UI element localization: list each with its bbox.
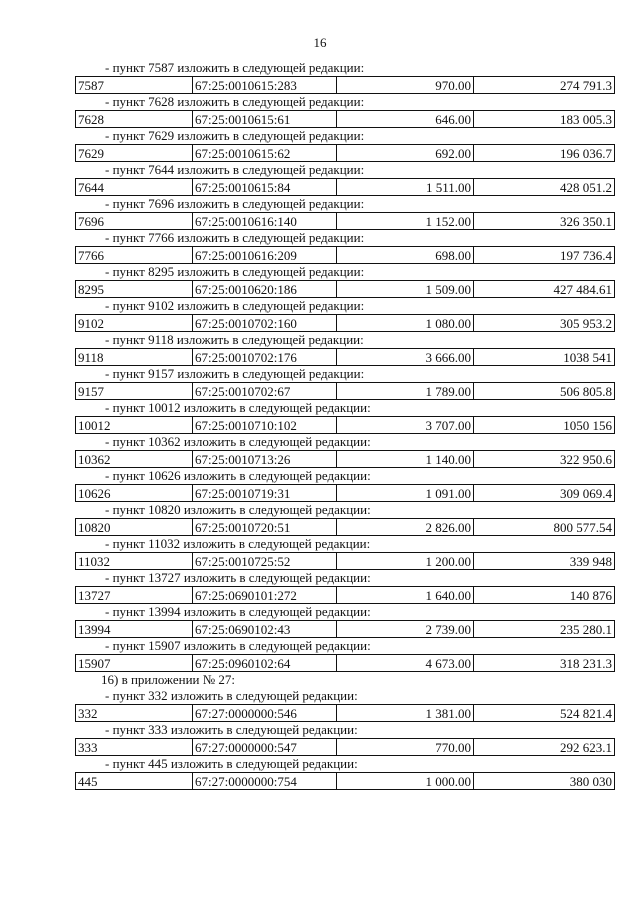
amendment-heading: - пункт 7587 изложить в следующей редакции: [105, 60, 365, 75]
item-number-cell: 7644 [75, 179, 192, 195]
amendment-heading: - пункт 10626 изложить в следующей редакции: [105, 468, 371, 483]
cadastral-number-cell: 67:25:0010616:209 [192, 247, 336, 263]
cadastral-value-cell: 140 876 [473, 587, 615, 603]
cadastral-number-cell: 67:25:0690102:43 [192, 621, 336, 637]
cadastral-number-cell: 67:25:0010702:160 [192, 315, 336, 331]
cadastral-number-cell: 67:25:0010615:62 [192, 145, 336, 161]
cadastral-number-cell: 67:25:0960102:64 [192, 655, 336, 671]
table-row [75, 178, 615, 196]
amendment-heading: - пункт 15907 изложить в следующей редакции: [105, 638, 371, 653]
cadastral-value-cell: 274 791.3 [473, 77, 615, 93]
area-cell: 646.00 [336, 111, 473, 127]
area-cell: 1 140.00 [336, 451, 473, 467]
area-cell: 698.00 [336, 247, 473, 263]
table-row [75, 450, 615, 468]
cadastral-value-cell: 800 577.54 [473, 519, 615, 535]
table-row [75, 704, 615, 722]
item-number-cell: 10820 [75, 519, 192, 535]
item-number-cell: 13994 [75, 621, 192, 637]
appendix-heading: 16) в приложении № 27: [101, 672, 236, 687]
cadastral-number-cell: 67:25:0010616:140 [192, 213, 336, 229]
item-number-cell: 8295 [75, 281, 192, 297]
cadastral-number-cell: 67:25:0010713:26 [192, 451, 336, 467]
table-row [75, 772, 615, 790]
table-row [75, 586, 615, 604]
table-row [75, 348, 615, 366]
area-cell: 2 826.00 [336, 519, 473, 535]
cadastral-value-cell: 292 623.1 [473, 739, 615, 755]
table-row [75, 518, 615, 536]
area-cell: 1 511.00 [336, 179, 473, 195]
area-cell: 1 200.00 [336, 553, 473, 569]
cadastral-value-cell: 196 036.7 [473, 145, 615, 161]
cadastral-number-cell: 67:25:0010719:31 [192, 485, 336, 501]
area-cell: 1 640.00 [336, 587, 473, 603]
item-number-cell: 445 [75, 773, 192, 789]
amendment-heading: - пункт 445 изложить в следующей редакции: [105, 756, 358, 771]
area-cell: 1 152.00 [336, 213, 473, 229]
amendment-heading: - пункт 7696 изложить в следующей редакции: [105, 196, 365, 211]
table-row [75, 416, 615, 434]
item-number-cell: 9157 [75, 383, 192, 399]
item-number-cell: 7628 [75, 111, 192, 127]
table-row [75, 552, 615, 570]
cadastral-value-cell: 428 051.2 [473, 179, 615, 195]
table-row [75, 110, 615, 128]
cadastral-value-cell: 305 953.2 [473, 315, 615, 331]
table-row [75, 280, 615, 298]
area-cell: 2 739.00 [336, 621, 473, 637]
item-number-cell: 7696 [75, 213, 192, 229]
amendment-heading: - пункт 13727 изложить в следующей редакции: [105, 570, 371, 585]
cadastral-number-cell: 67:25:0010702:176 [192, 349, 336, 365]
cadastral-value-cell: 380 030 [473, 773, 615, 789]
item-number-cell: 15907 [75, 655, 192, 671]
area-cell: 970.00 [336, 77, 473, 93]
table-row [75, 484, 615, 502]
table-row [75, 76, 615, 94]
item-number-cell: 10362 [75, 451, 192, 467]
area-cell: 1 509.00 [336, 281, 473, 297]
cadastral-number-cell: 67:25:0010702:67 [192, 383, 336, 399]
item-number-cell: 10626 [75, 485, 192, 501]
item-number-cell: 333 [75, 739, 192, 755]
cadastral-value-cell: 427 484.61 [473, 281, 615, 297]
item-number-cell: 7629 [75, 145, 192, 161]
cadastral-number-cell: 67:25:0010615:283 [192, 77, 336, 93]
cadastral-number-cell: 67:27:0000000:754 [192, 773, 336, 789]
cadastral-value-cell: 524 821.4 [473, 705, 615, 721]
item-number-cell: 11032 [75, 553, 192, 569]
cadastral-number-cell: 67:25:0010620:186 [192, 281, 336, 297]
cadastral-value-cell: 1038 541 [473, 349, 615, 365]
amendment-heading: - пункт 332 изложить в следующей редакции: [105, 688, 358, 703]
cadastral-value-cell: 1050 156 [473, 417, 615, 433]
item-number-cell: 13727 [75, 587, 192, 603]
cadastral-number-cell: 67:25:0010720:51 [192, 519, 336, 535]
item-number-cell: 9102 [75, 315, 192, 331]
cadastral-value-cell: 339 948 [473, 553, 615, 569]
cadastral-value-cell: 235 280.1 [473, 621, 615, 637]
item-number-cell: 7587 [75, 77, 192, 93]
cadastral-value-cell: 183 005.3 [473, 111, 615, 127]
table-row [75, 144, 615, 162]
area-cell: 1 091.00 [336, 485, 473, 501]
amendment-heading: - пункт 7628 изложить в следующей редакции: [105, 94, 365, 109]
area-cell: 1 789.00 [336, 383, 473, 399]
amendment-heading: - пункт 11032 изложить в следующей редакции: [105, 536, 371, 551]
cadastral-value-cell: 318 231.3 [473, 655, 615, 671]
table-row [75, 382, 615, 400]
cadastral-number-cell: 67:27:0000000:546 [192, 705, 336, 721]
amendment-heading: - пункт 9102 изложить в следующей редакции: [105, 298, 365, 313]
area-cell: 1 381.00 [336, 705, 473, 721]
area-cell: 692.00 [336, 145, 473, 161]
area-cell: 1 080.00 [336, 315, 473, 331]
cadastral-value-cell: 326 350.1 [473, 213, 615, 229]
amendment-heading: - пункт 9118 изложить в следующей редакции: [105, 332, 364, 347]
cadastral-value-cell: 197 736.4 [473, 247, 615, 263]
item-number-cell: 332 [75, 705, 192, 721]
amendment-heading: - пункт 333 изложить в следующей редакции: [105, 722, 358, 737]
amendment-heading: - пункт 7644 изложить в следующей редакции: [105, 162, 365, 177]
cadastral-value-cell: 506 805.8 [473, 383, 615, 399]
cadastral-value-cell: 309 069.4 [473, 485, 615, 501]
amendment-heading: - пункт 13994 изложить в следующей редакции: [105, 604, 371, 619]
cadastral-number-cell: 67:25:0010725:52 [192, 553, 336, 569]
amendment-heading: - пункт 9157 изложить в следующей редакции: [105, 366, 365, 381]
item-number-cell: 9118 [75, 349, 192, 365]
amendment-heading: - пункт 10012 изложить в следующей редакции: [105, 400, 371, 415]
table-row [75, 620, 615, 638]
cadastral-number-cell: 67:25:0010615:84 [192, 179, 336, 195]
table-row [75, 314, 615, 332]
document-body [75, 60, 615, 790]
table-row [75, 212, 615, 230]
amendment-heading: - пункт 10820 изложить в следующей редакции: [105, 502, 371, 517]
area-cell: 4 673.00 [336, 655, 473, 671]
cadastral-number-cell: 67:25:0010710:102 [192, 417, 336, 433]
table-row [75, 738, 615, 756]
amendment-heading: - пункт 8295 изложить в следующей редакции: [105, 264, 365, 279]
table-row [75, 246, 615, 264]
cadastral-number-cell: 67:25:0690101:272 [192, 587, 336, 603]
amendment-heading: - пункт 10362 изложить в следующей редакции: [105, 434, 371, 449]
area-cell: 1 000.00 [336, 773, 473, 789]
item-number-cell: 7766 [75, 247, 192, 263]
item-number-cell: 10012 [75, 417, 192, 433]
cadastral-number-cell: 67:27:0000000:547 [192, 739, 336, 755]
amendment-heading: - пункт 7766 изложить в следующей редакции: [105, 230, 365, 245]
table-row [75, 654, 615, 672]
amendment-heading: - пункт 7629 изложить в следующей редакции: [105, 128, 365, 143]
area-cell: 3 707.00 [336, 417, 473, 433]
cadastral-number-cell: 67:25:0010615:61 [192, 111, 336, 127]
page-number: 16 [313, 35, 327, 50]
area-cell: 770.00 [336, 739, 473, 755]
area-cell: 3 666.00 [336, 349, 473, 365]
cadastral-value-cell: 322 950.6 [473, 451, 615, 467]
